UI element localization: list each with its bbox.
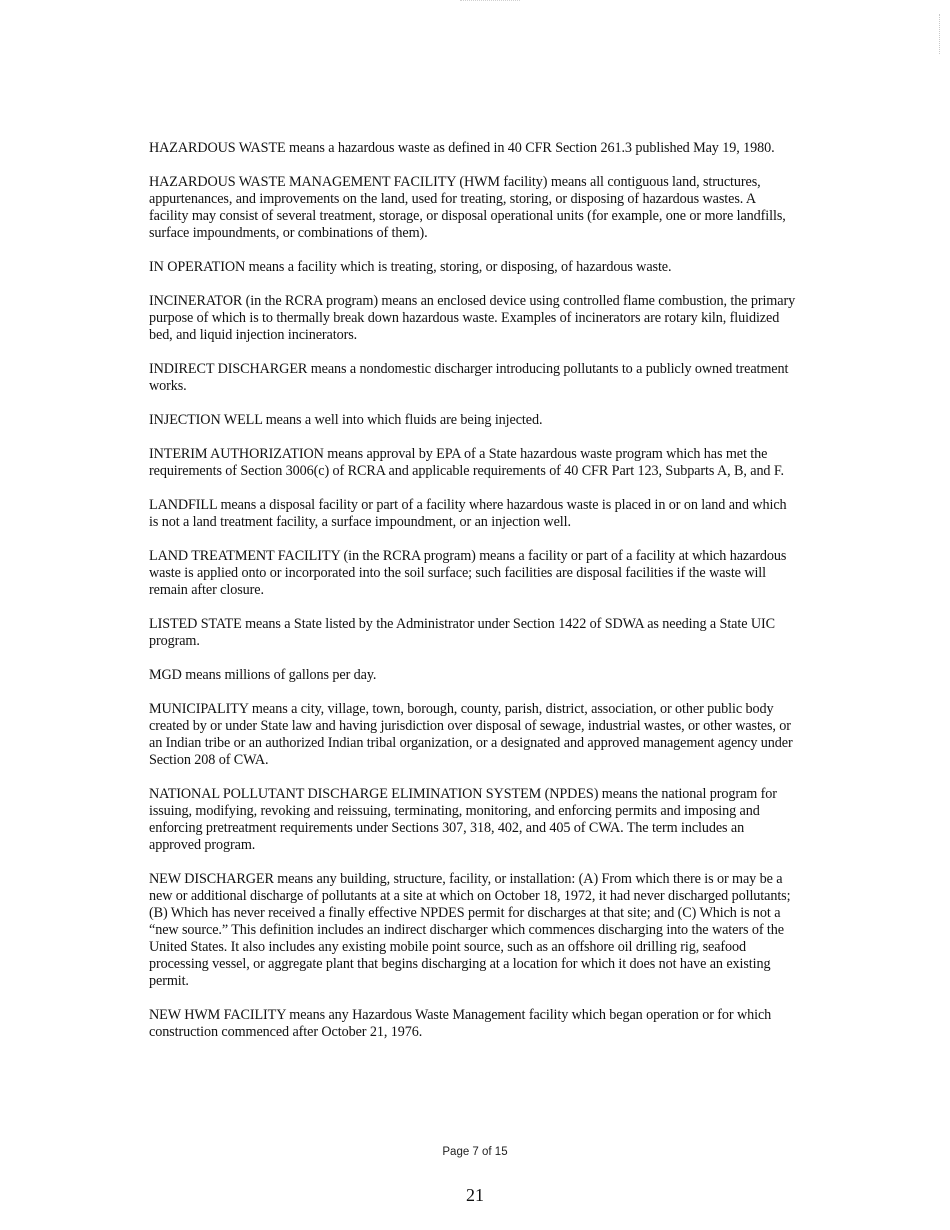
scan-artifact bbox=[939, 14, 946, 54]
definition-hwm-facility: HAZARDOUS WASTE MANAGEMENT FACILITY (HWM facility) means all contiguous land, structures, appurtenances, and improvements on the land, used for treating, storing, or disposing of hazardous wastes. A facility may consist of several treatment, storage, or disposal operational units (for example, one or more landfills, surface impoundments, or combinations of them). bbox=[149, 174, 786, 241]
definition-incinerator: INCINERATOR (in the RCRA program) means an enclosed device using controlled flame combustion, the primary purpose of which is to thermally break down hazardous waste. Examples of incinerators are rotary kiln, fluidized bed, and liquid injection incinerators. bbox=[149, 293, 796, 343]
definition-in-operation: IN OPERATION means a facility which is treating, storing, or disposing, of hazardous waste. bbox=[149, 259, 672, 275]
definition-hazardous-waste: HAZARDOUS WASTE means a hazardous waste as defined in 40 CFR Section 261.3 published May 19, 1980. bbox=[149, 140, 775, 156]
definition-indirect-discharger: INDIRECT DISCHARGER means a nondomestic discharger introducing pollutants to a publicly owned treatment works. bbox=[149, 361, 789, 394]
definitions-list bbox=[149, 140, 797, 1058]
definition-landfill: LANDFILL means a disposal facility or part of a facility where hazardous waste is placed in or on land and which is not a land treatment facility, a surface impoundment, or an injection well. bbox=[149, 497, 787, 530]
scan-artifact bbox=[460, 0, 520, 3]
bates-number: 21 bbox=[466, 1185, 484, 1205]
definition-listed-state: LISTED STATE means a State listed by the Administrator under Section 1422 of SDWA as needing a State UIC program. bbox=[149, 616, 776, 649]
page-number-label: Page 7 of 15 bbox=[442, 1146, 508, 1158]
definition-interim-authorization: INTERIM AUTHORIZATION means approval by EPA of a State hazardous waste program which has met the requirements of Section 3006(c) of RCRA and applicable requirements of 40 CFR Part 123, Subparts A, B, and F. bbox=[149, 446, 784, 479]
definition-injection-well: INJECTION WELL means a well into which fluids are being injected. bbox=[149, 412, 543, 428]
definition-mgd: MGD means millions of gallons per day. bbox=[149, 667, 377, 683]
definition-npdes: NATIONAL POLLUTANT DISCHARGE ELIMINATION SYSTEM (NPDES) means the national program for issuing, modifying, revoking and reissuing, terminating, monitoring, and enforcing permits and imposing and enforcing pretreatment requirements under Sections 307, 318, 402, and 405 of CWA. The term includes an approved program. bbox=[149, 786, 777, 853]
definition-municipality: MUNICIPALITY means a city, village, town, borough, county, parish, district, association, or other public body created by or under State law and having jurisdiction over disposal of sewage, industrial wastes, or other wastes, or an Indian tribe or an authorized Indian tribal organization, or a designated and approved management agency under Section 208 of CWA. bbox=[149, 701, 793, 768]
definition-new-discharger: NEW DISCHARGER means any building, structure, facility, or installation: (A) From which there is or may be a new or additional discharge of pollutants at a site at which on October 18, 1972, it had never discharged pollutants; (B) Which has never received a finally effective NPDES permit for discharges at that site; and (C) Which is not a “new source.” This definition includes an indirect discharger which commences discharging into the waters of the United States. It also includes any existing mobile point source, such as an offshore oil drilling rig, seafood processing vessel, or aggregate plant that begins discharging at a location for which it does not have an existing permit. bbox=[149, 871, 791, 989]
definition-land-treatment-facility: LAND TREATMENT FACILITY (in the RCRA program) means a facility or part of a facility at which hazardous waste is applied onto or incorporated into the soil surface; such facilities are disposal facilities if the waste will remain after closure. bbox=[149, 548, 787, 598]
definition-new-hwm-facility: NEW HWM FACILITY means any Hazardous Waste Management facility which began operation or for which construction commenced after October 21, 1976. bbox=[149, 1007, 772, 1040]
